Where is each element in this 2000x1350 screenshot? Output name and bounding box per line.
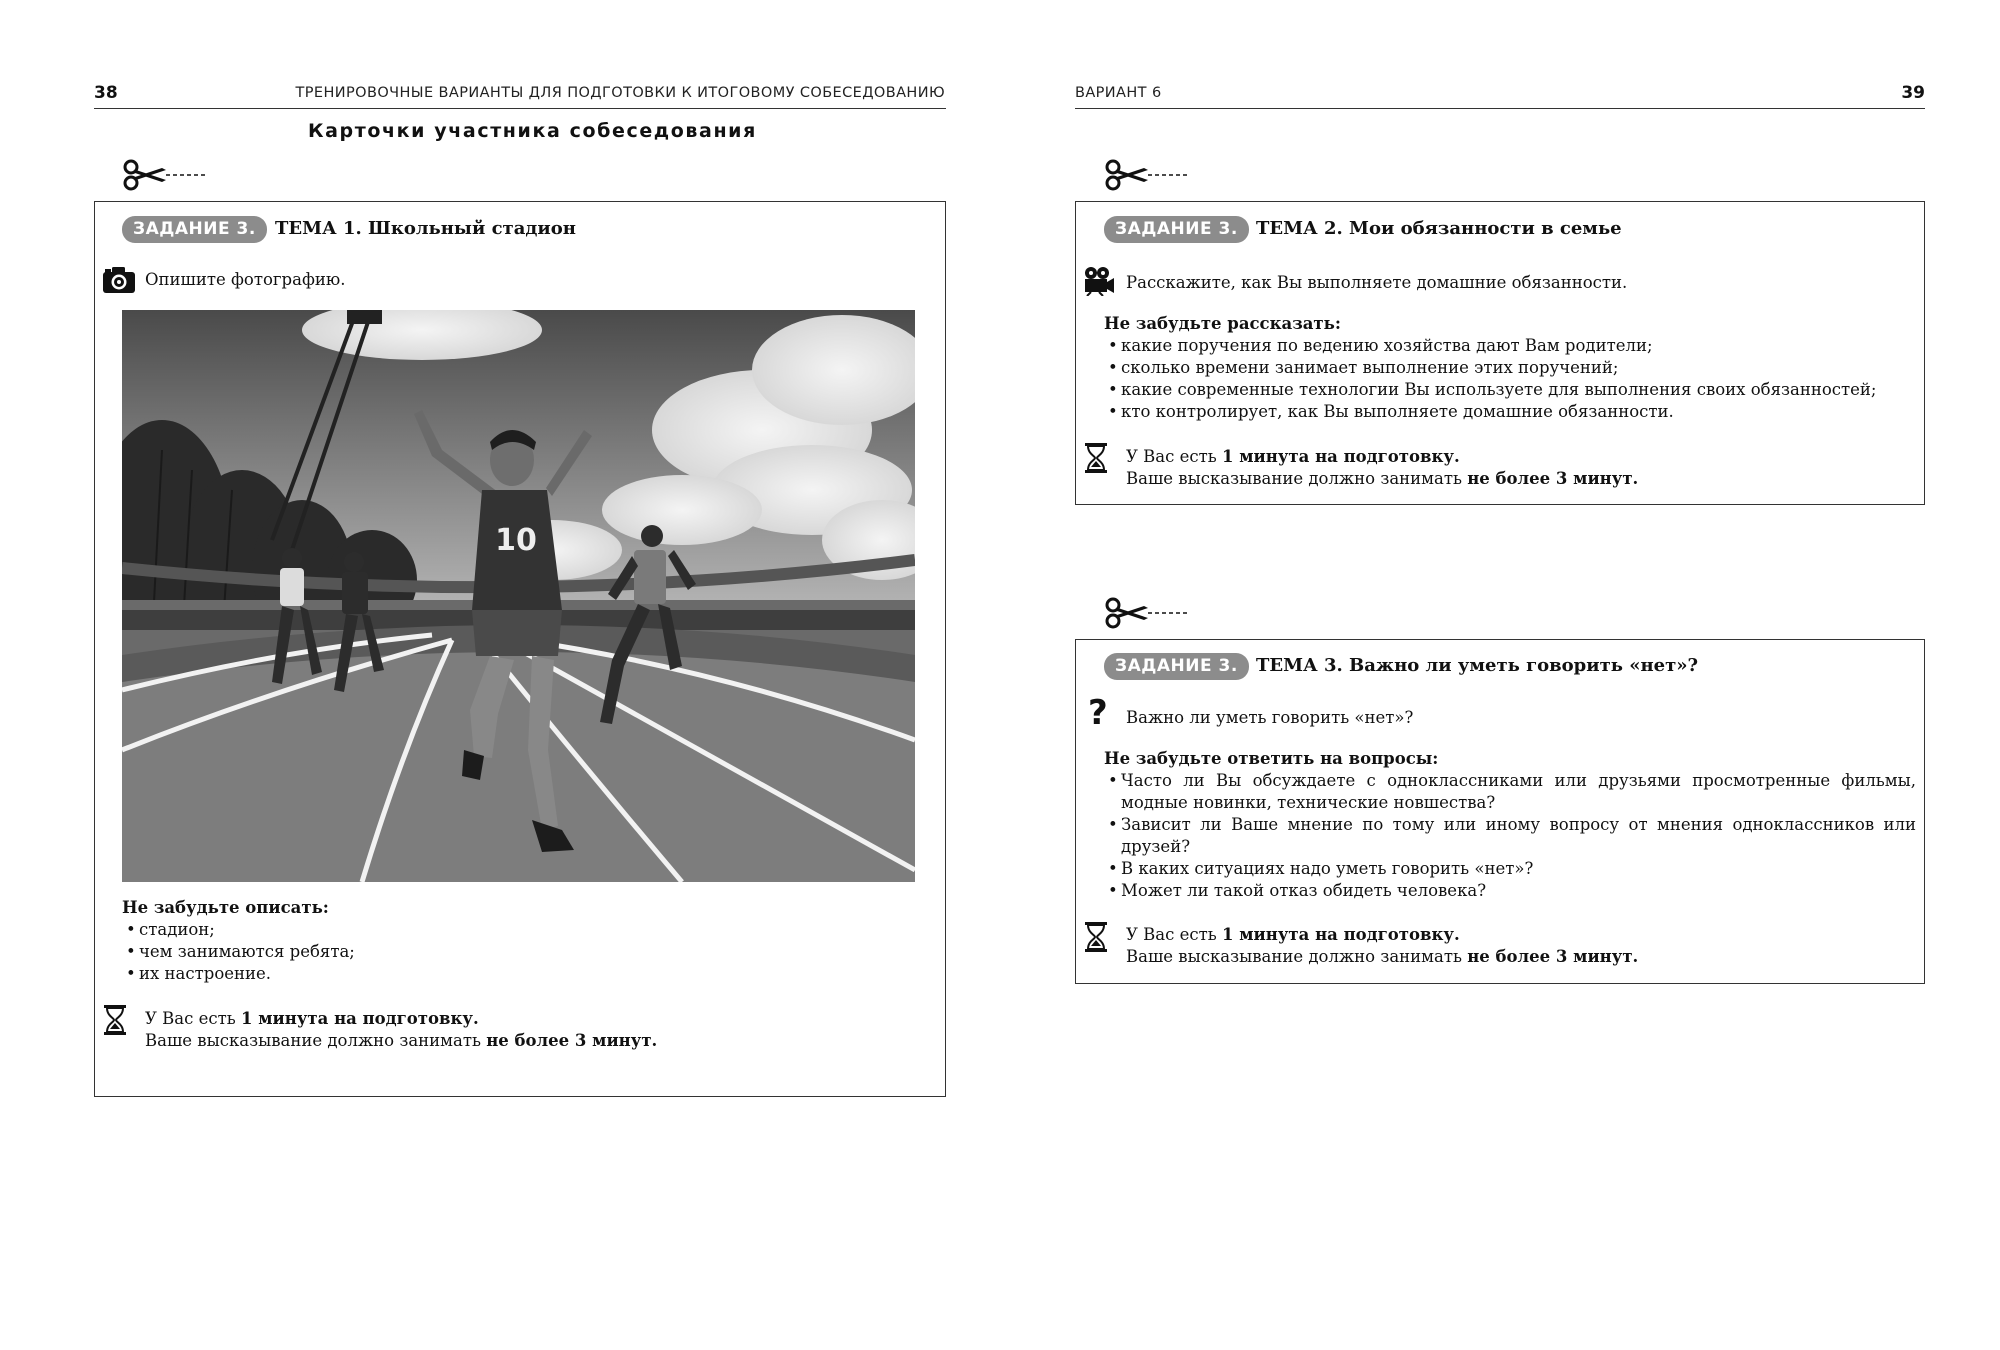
list-item: • Часто ли Вы обсуждаете с одноклассниками или друзьями просмотренные фильмы, модные новинки, технические новшества? — [1108, 770, 1916, 814]
list-item: • стадион; — [126, 919, 355, 941]
scissors-icon — [1104, 596, 1188, 630]
answer-time-text: Ваше высказывание должно занимать не более 3 минут. — [1126, 947, 1639, 966]
task-badge: ЗАДАНИЕ 3. — [1104, 216, 1249, 243]
topic-title: ТЕМА 1. Школьный стадион — [275, 218, 576, 239]
instruction-text: Важно ли уметь говорить «нет»? — [1126, 708, 1414, 727]
prep-time-text: У Вас есть 1 минута на подготовку. — [1126, 447, 1460, 466]
list-item: • их настроение. — [126, 963, 355, 985]
topic-title: ТЕМА 3. Важно ли уметь говорить «нет»? — [1256, 655, 1699, 676]
scissors-icon — [1104, 158, 1188, 192]
answer-time-text: Ваше высказывание должно занимать не более 3 минут. — [145, 1031, 658, 1050]
hourglass-icon — [103, 1005, 127, 1035]
remember-label: Не забудьте описать: — [122, 898, 329, 917]
scissors-icon — [122, 158, 206, 192]
instruction-text: Опишите фотографию. — [145, 270, 346, 289]
bullet-list — [1108, 335, 1876, 423]
header-rule-right — [1075, 108, 1925, 109]
page-number-right: 39 — [1901, 83, 1925, 103]
list-item: • В каких ситуациях надо уметь говорить «нет»? — [1108, 858, 1916, 880]
prep-time-text: У Вас есть 1 минута на подготовку. — [145, 1009, 479, 1028]
list-item: • сколько времени занимает выполнение этих поручений; — [1108, 357, 1876, 379]
answer-time-text: Ваше высказывание должно занимать не более 3 минут. — [1126, 469, 1639, 488]
film-camera-icon — [1083, 266, 1115, 296]
stadium-photo — [122, 310, 915, 882]
header-rule-left — [94, 108, 946, 109]
camera-icon — [102, 266, 136, 294]
bullet-list — [126, 919, 355, 985]
question-mark-icon: ? — [1088, 693, 1108, 733]
topic-title: ТЕМА 2. Мои обязанности в семье — [1256, 218, 1622, 239]
remember-label: Не забудьте рассказать: — [1104, 314, 1341, 333]
running-header-right: ВАРИАНТ 6 — [1075, 85, 1162, 101]
list-item: • чем занимаются ребята; — [126, 941, 355, 963]
list-item: • Зависит ли Ваше мнение по тому или иному вопросу от мнения одноклассников или друзей? — [1108, 814, 1916, 858]
list-item: • какие современные технологии Вы используете для выполнения своих обязанностей; — [1108, 379, 1876, 401]
list-item: • Может ли такой отказ обидеть человека? — [1108, 880, 1916, 902]
task-badge: ЗАДАНИЕ 3. — [1104, 653, 1249, 680]
bullet-list — [1108, 770, 1916, 902]
task-badge: ЗАДАНИЕ 3. — [122, 216, 267, 243]
page-number-left: 38 — [94, 83, 118, 103]
running-header-left: ТРЕНИРОВОЧНЫЕ ВАРИАНТЫ ДЛЯ ПОДГОТОВКИ К ИТОГОВОМУ СОБЕСЕДОВАНИЮ — [295, 85, 945, 101]
hourglass-icon — [1084, 443, 1108, 473]
list-item: • какие поручения по ведению хозяйства дают Вам родители; — [1108, 335, 1876, 357]
section-title: Карточки участника собеседования — [308, 120, 757, 142]
list-item: • кто контролирует, как Вы выполняете домашние обязанности. — [1108, 401, 1876, 423]
prep-time-text: У Вас есть 1 минута на подготовку. — [1126, 925, 1460, 944]
remember-label: Не забудьте ответить на вопросы: — [1104, 749, 1439, 768]
hourglass-icon — [1084, 922, 1108, 952]
instruction-text: Расскажите, как Вы выполняете домашние обязанности. — [1126, 273, 1628, 292]
shirt-number: 10 — [495, 523, 537, 558]
